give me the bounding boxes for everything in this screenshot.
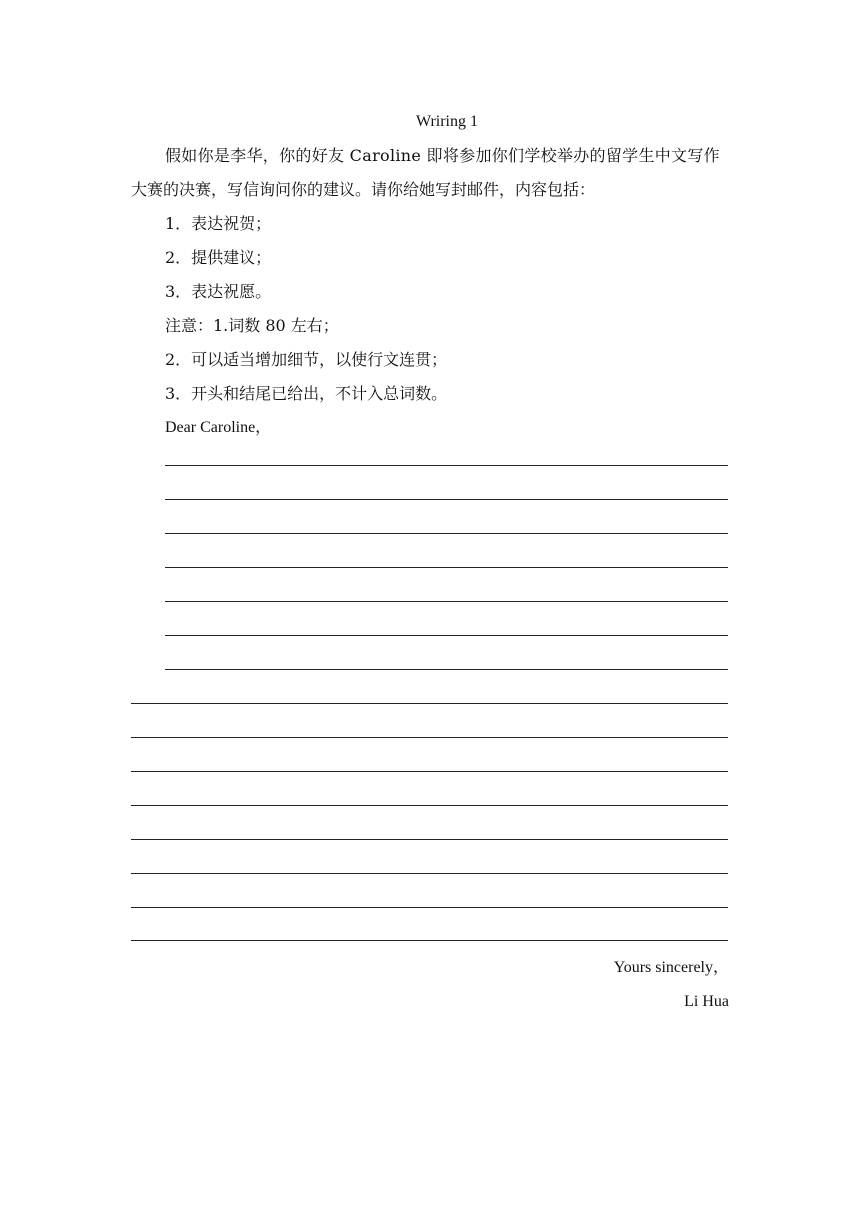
writing-line[interactable] (165, 533, 728, 534)
letter-signature: Li Hua (684, 993, 729, 1010)
writing-line[interactable] (131, 771, 728, 772)
note-3: 3．开头和结尾已给出，不计入总词数。 (165, 384, 448, 403)
writing-line[interactable] (131, 703, 728, 704)
content-point-2: 2．提供建议； (165, 248, 272, 267)
writing-line[interactable] (131, 940, 728, 941)
prompt-text-line-1: 假如你是李华，你的好友 Caroline 即将参加你们学校举办的留学生中文写作 (165, 146, 720, 165)
prompt-text-line-2: 大赛的决赛，写信询问你的建议。请你给她写封邮件，内容包括： (131, 180, 596, 199)
writing-line[interactable] (131, 839, 728, 840)
writing-line[interactable] (131, 907, 728, 908)
writing-line[interactable] (165, 499, 728, 500)
writing-line[interactable] (165, 635, 728, 636)
writing-line[interactable] (165, 567, 728, 568)
content-point-3: 3．表达祝愿。 (165, 282, 272, 301)
writing-line[interactable] (131, 737, 728, 738)
content-point-1: 1．表达祝贺； (165, 214, 272, 233)
writing-line[interactable] (165, 601, 728, 602)
letter-salutation: Dear Caroline， (165, 419, 272, 436)
writing-line[interactable] (131, 805, 728, 806)
note-2: 2．可以适当增加细节，以使行文连贯； (165, 350, 448, 369)
writing-line[interactable] (131, 873, 728, 874)
writing-line[interactable] (165, 465, 728, 466)
page-title: Wriring 1 (415, 113, 478, 130)
letter-closing: Yours sincerely， (613, 959, 729, 976)
writing-line[interactable] (165, 669, 728, 670)
notes-heading: 注意：1.词数 80 左右； (165, 316, 339, 335)
